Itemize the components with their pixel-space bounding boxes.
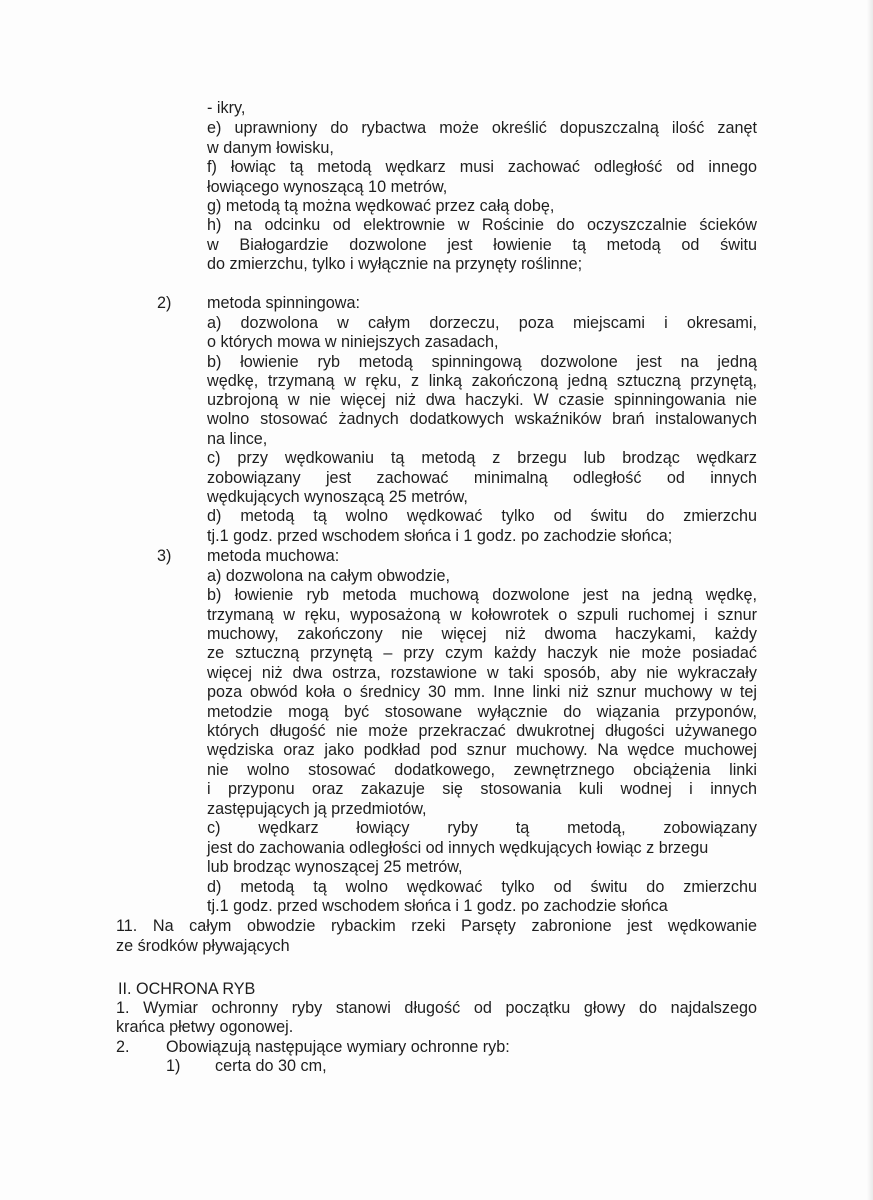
text-line: i przyponu oraz zakazuje się stosowania kuli wodnej i innych	[207, 780, 757, 798]
text-line: d) metodą tą wolno wędkować tylko od świtu do zmierzchu	[207, 878, 757, 896]
text-line: łowiącego wynoszącą 10 metrów,	[207, 178, 448, 196]
list-number: 3)	[157, 547, 172, 565]
text-line: krańca płetwy ogonowej.	[116, 1018, 294, 1036]
text-line: b) łowienie ryb metodą spinningową dozwolone jest na jedną	[207, 353, 757, 371]
text-line: wolno stosować żadnych dodatkowych wskaźników brań instalowanych	[207, 410, 757, 428]
text-line: uzbrojoną w nie więcej niż dwa haczyki. W czasie spinningowania nie	[207, 391, 757, 409]
text-line: Obowiązują następujące wymiary ochronne ryb:	[166, 1038, 510, 1056]
list-number: 2.	[116, 1038, 130, 1056]
text-line: c) wędkarz łowiący ryby tą metodą, zobowiązany	[207, 819, 757, 837]
text-line: muchowy, zakończony nie więcej niż dwoma haczykami, każdy	[207, 625, 757, 643]
text-line: zobowiązany jest zachować minimalną odległość od innych	[207, 469, 757, 487]
text-line: nie wolno stosować dodatkowego, zewnętrznego obciążenia linki	[207, 761, 757, 779]
text-line: h) na odcinku od elektrownie w Rościnie do oczyszczalnie ścieków	[207, 216, 757, 234]
text-line: jest do zachowania odległości od innych wędkujących łowiąc z brzegu	[207, 839, 709, 857]
text-line: - ikry,	[207, 99, 246, 117]
text-line: w danym łowisku,	[207, 139, 334, 157]
text-line: poza obwód koła o średnicy 30 mm. Inne linki niż sznur muchowy w tej	[207, 683, 757, 701]
text-line: wędkujących wynoszącą 25 metrów,	[207, 488, 468, 506]
text-line: tj.1 godz. przed wschodem słońca i 1 godz. po zachodzie słońca	[207, 897, 668, 915]
text-line: w Białogardzie dozwolone jest łowienie tą metodą od świtu	[207, 236, 757, 254]
text-line: do zmierzchu, tylko i wyłącznie na przynęty roślinne;	[207, 255, 583, 273]
text-line: a) dozwolona w całym dorzeczu, poza miejscami i okresami,	[207, 314, 757, 332]
text-line: certa do 30 cm,	[215, 1057, 327, 1075]
text-line: c) przy wędkowaniu tą metodą z brzegu lub brodząc wędkarz	[207, 449, 757, 467]
text-line: d) metodą tą wolno wędkować tylko od świtu do zmierzchu	[207, 507, 757, 525]
text-line: e) uprawniony do rybactwa może określić dopuszczalną ilość zanęt	[207, 119, 757, 137]
section-heading: metoda spinningowa:	[207, 294, 360, 312]
text-line: g) metodą tą można wędkować przez całą dobę,	[207, 197, 555, 215]
text-line: tj.1 godz. przed wschodem słońca i 1 godz. po zachodzie słońca;	[207, 527, 673, 545]
text-line: f) łowiąc tą metodą wędkarz musi zachować odległość od innego	[207, 158, 757, 176]
list-number: 1)	[166, 1057, 181, 1075]
text-line: o których mowa w niniejszych zasadach,	[207, 333, 499, 351]
text-line: więcej niż dwa ostrza, rozstawione w taki sposób, aby nie wykraczały	[207, 664, 757, 682]
chapter-heading: II. OCHRONA RYB	[118, 980, 256, 998]
text-line: metodzie mogą być stosowane wyłącznie do wiązania przyponów,	[207, 703, 757, 721]
text-line: których długość nie może przekraczać dwukrotnej długości używanego	[207, 722, 757, 740]
text-line: lub brodząc wynoszącej 25 metrów,	[207, 858, 463, 876]
text-line: 11. Na całym obwodzie rybackim rzeki Parsęty zabronione jest wędkowanie	[116, 917, 757, 935]
list-number: 2)	[157, 294, 172, 312]
text-line: na lince,	[207, 430, 268, 448]
text-line: ze sztuczną przynętą – przy czym każdy haczyk nie może posiadać	[207, 644, 757, 662]
text-line: ze środków pływających	[116, 937, 290, 955]
text-line: a) dozwolona na całym obwodzie,	[207, 567, 450, 585]
text-line: 1. Wymiar ochronny ryby stanowi długość od początku głowy do najdalszego	[116, 999, 757, 1017]
text-line: wędkę, trzymaną w ręku, z linką zakończoną jedną sztuczną przynętą,	[207, 372, 757, 390]
scan-edge	[867, 0, 873, 1200]
text-line: b) łowienie ryb metoda muchową dozwolone jest na jedną wędkę,	[207, 586, 757, 604]
text-line: zastępujących ją przedmiotów,	[207, 800, 427, 818]
text-line: wędziska oraz jako podkład pod sznur muchowy. Na wędce muchowej	[207, 741, 757, 759]
section-heading: metoda muchowa:	[207, 547, 340, 565]
text-line: trzymaną w ręku, wyposażoną w kołowrotek o szpuli ruchomej i sznur	[207, 606, 757, 624]
